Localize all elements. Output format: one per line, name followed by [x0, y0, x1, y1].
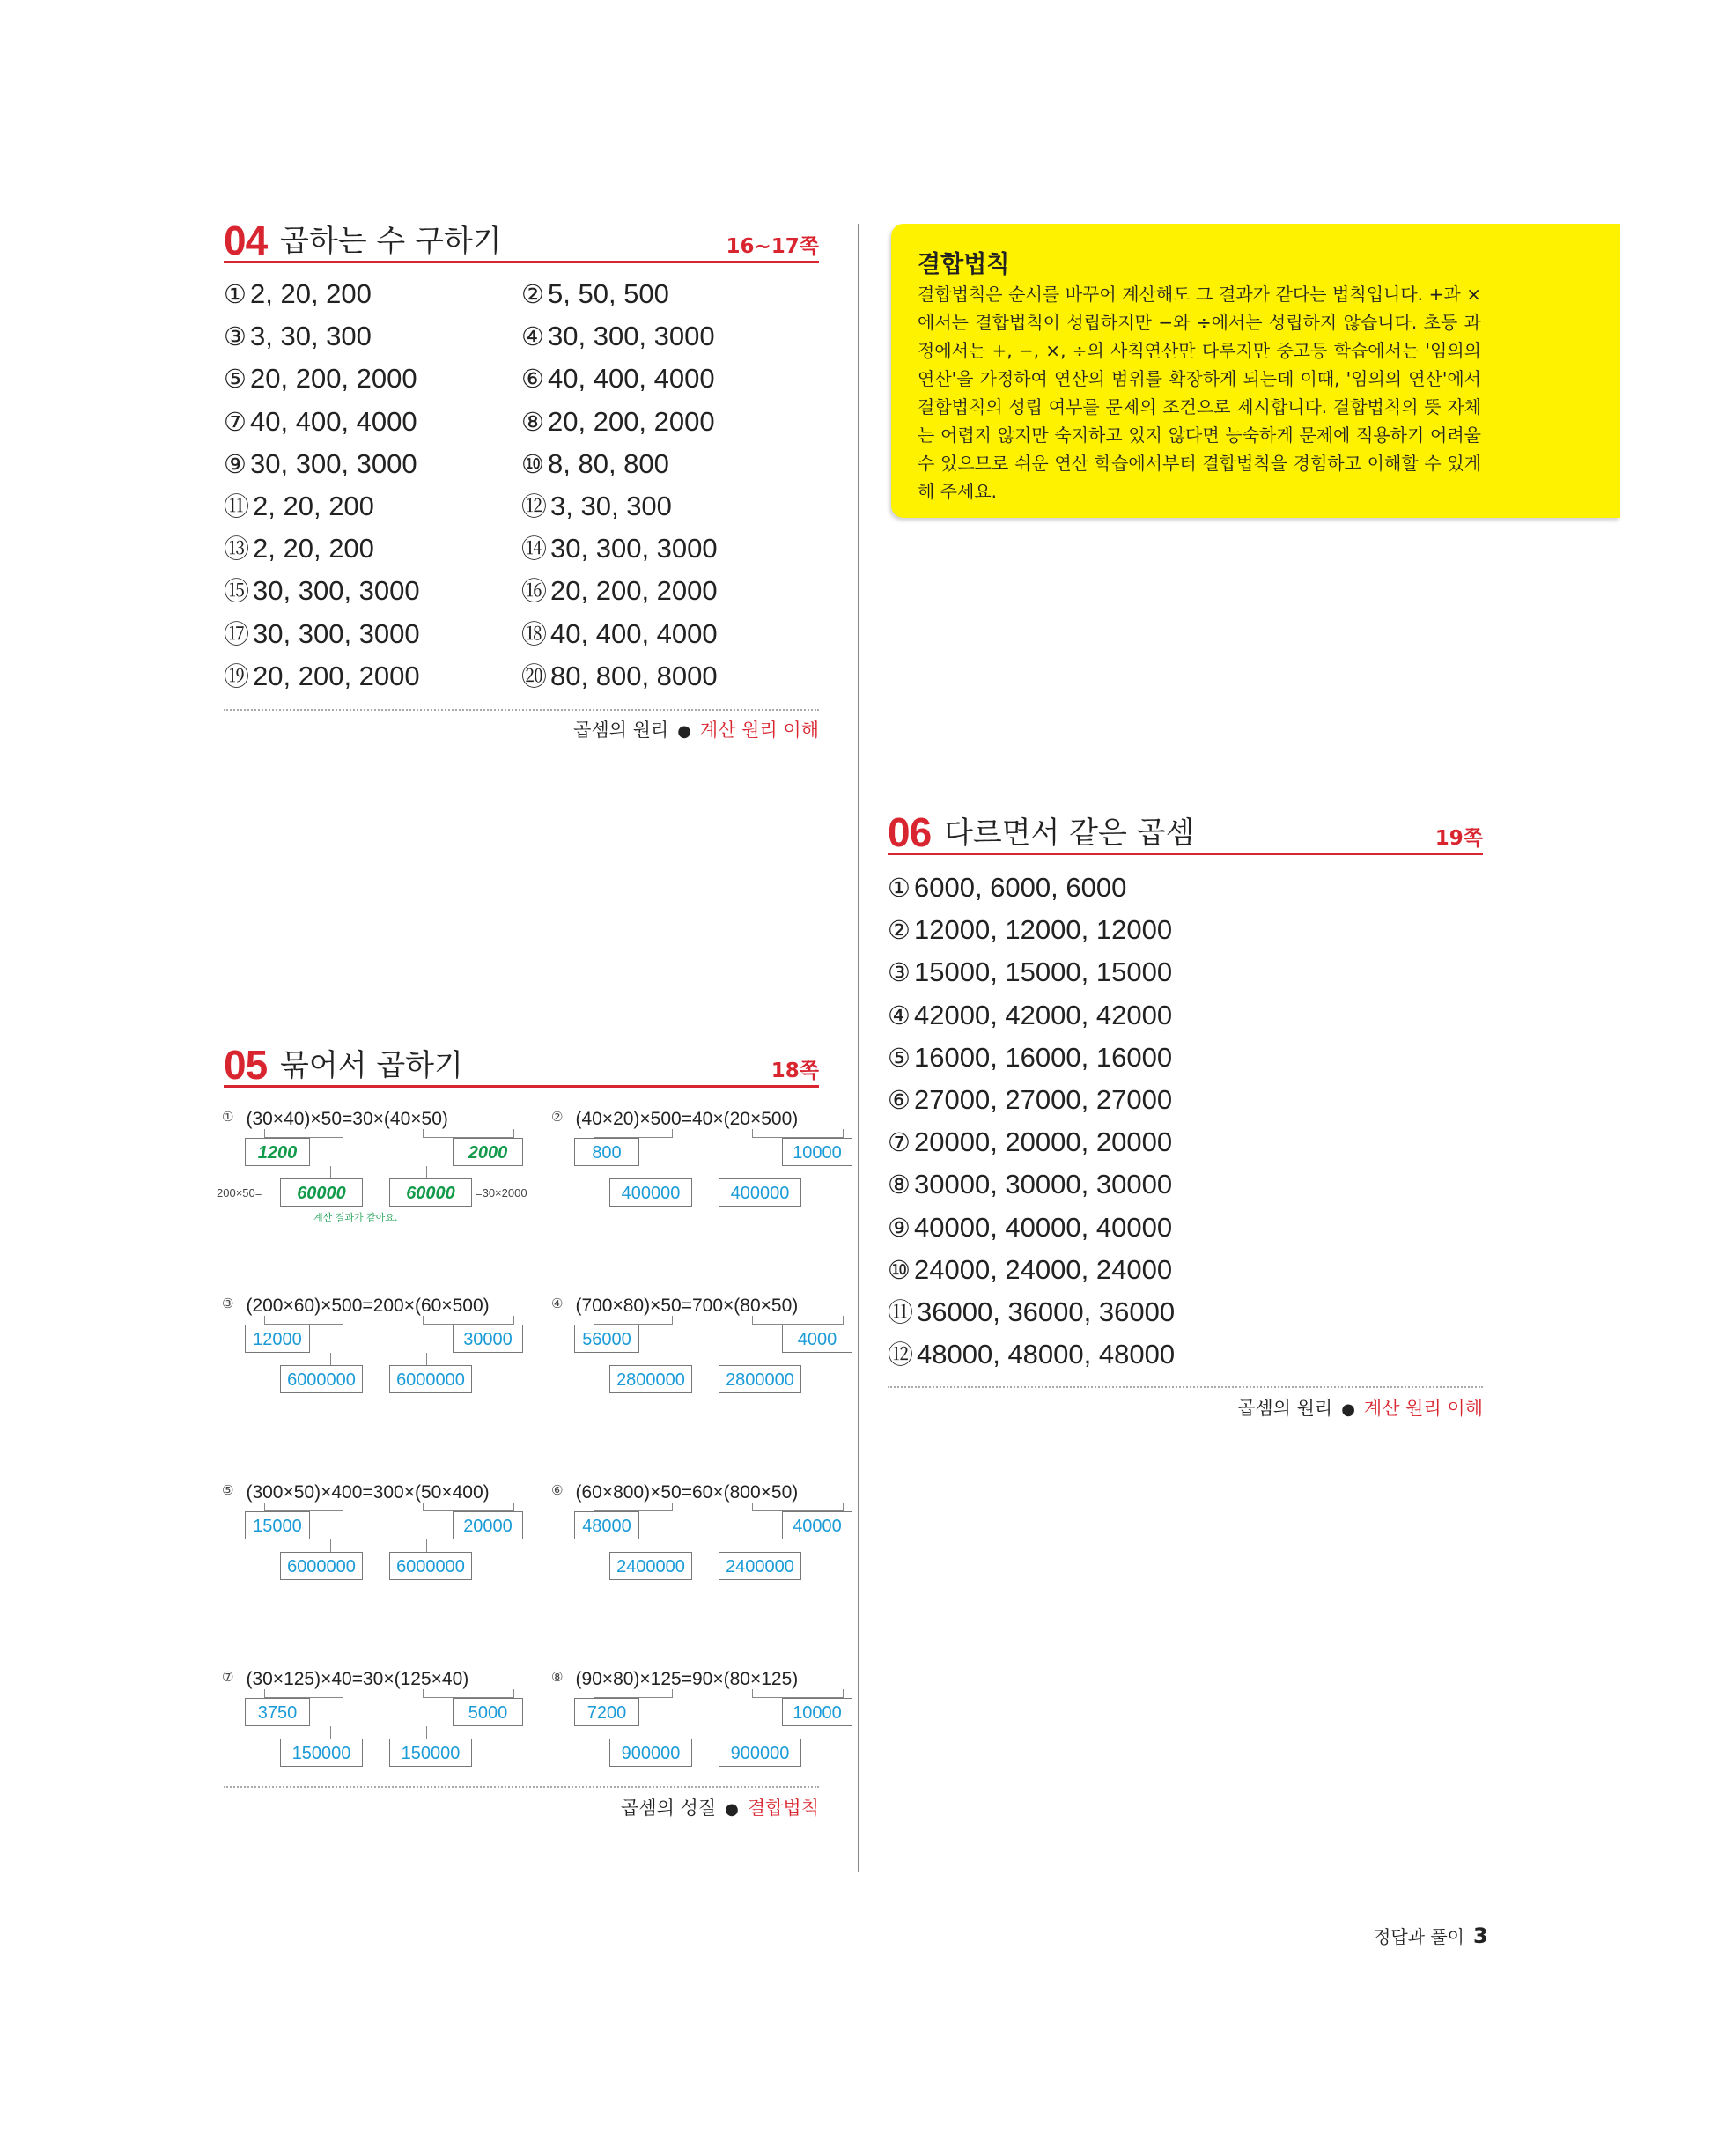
- footer-topic: 곱셈의 원리: [1237, 1398, 1333, 1419]
- answer-item: [521, 661, 718, 692]
- problem-mark: ④: [551, 1296, 564, 1311]
- answer-mark: ⑧: [888, 1170, 911, 1200]
- problem-expression: [222, 1666, 468, 1690]
- problem-expression: [551, 1106, 798, 1130]
- answer-value: 40, 400, 4000: [250, 405, 417, 437]
- answer-mark: ⑤: [888, 1042, 911, 1073]
- bracket-line: [752, 1316, 844, 1325]
- section-05-header: [224, 1039, 819, 1088]
- answer-item: [888, 1126, 1172, 1158]
- answer-item: [224, 533, 374, 565]
- footer-topic: 곱셈의 원리: [573, 720, 669, 741]
- section-04-footer: [573, 719, 819, 743]
- bracket-line: [264, 1316, 343, 1325]
- answer-mark: ⑩: [888, 1254, 911, 1285]
- answer-value: 20, 200, 2000: [250, 363, 417, 395]
- section-05-number: 05: [224, 1042, 268, 1088]
- section-06-divider: [888, 1386, 1483, 1388]
- answer-mark: ⑤: [224, 364, 247, 395]
- answer-item: [888, 1084, 1172, 1116]
- answer-mark: ⑫: [521, 491, 548, 521]
- result-box-left: 400000: [609, 1178, 692, 1207]
- answer-value: 30, 300, 3000: [550, 533, 718, 565]
- bracket-line: [423, 1503, 514, 1511]
- section-06-header: [888, 807, 1483, 855]
- problem-expression-text: (60×800)×50=60×(800×50): [575, 1482, 799, 1503]
- result-box-right: 150000: [389, 1739, 472, 1767]
- answer-item: [224, 406, 417, 438]
- answer-item: [224, 448, 417, 480]
- section-04-title: 곱하는 수 구하기: [280, 224, 502, 259]
- associative-law-note: [891, 224, 1620, 518]
- answer-mark: ⑪: [224, 491, 250, 521]
- answer-box-right: 4000: [782, 1325, 852, 1353]
- answer-value: 36000, 36000, 36000: [917, 1296, 1176, 1327]
- answer-box-right: 40000: [782, 1511, 852, 1539]
- bracket-line: [752, 1503, 844, 1511]
- answer-value: 24000, 24000, 24000: [914, 1253, 1173, 1285]
- answer-value: 42000, 42000, 42000: [914, 999, 1173, 1030]
- answer-value: 30, 300, 3000: [548, 321, 715, 352]
- section-05-footer: [621, 1797, 819, 1821]
- answer-mark: ⑨: [888, 1212, 911, 1243]
- section-04-number: 04: [224, 218, 268, 263]
- answer-value: 27000, 27000, 27000: [914, 1084, 1173, 1115]
- problem-expression-text: (200×60)×500=200×(60×500): [246, 1296, 490, 1316]
- answer-value: 40, 400, 4000: [550, 617, 718, 649]
- note-body: 결합법칙은 순서를 바꾸어 계산해도 그 결과가 같다는 법칙입니다. +과 ×에서는 결합법칙이 성립하지만 −와 ÷에서는 성립하지 않습니다. 초등 과정에서는 +, −, ×, ÷의 사칙연산만 다루지만 중고등 학습에서는 '임의의 연산'을 가정하여 연산의 범위를 확장하게 되는데 이때, '임의의 연산'에서 결합법칙의 성립 여부를 문제의 조건으로 제시합니다. 결합법칙의 뜻 자체는 어렵지 않지만 숙지하고 있지 않다면 능숙하게 문제에 적용하기 어려울 수 있으므로 쉬운 연산 학습에서부터 결합법칙을 경험하고 이해할 수 있게 해 주세요.: [918, 284, 1481, 502]
- problem-mark: ⑥: [551, 1482, 564, 1498]
- answer-item: [521, 448, 669, 480]
- problem-mark: ③: [222, 1296, 234, 1311]
- answer-box-right: 5000: [453, 1698, 523, 1726]
- answer-item: [888, 872, 1126, 904]
- answer-item: [224, 491, 374, 522]
- bracket-line: [594, 1129, 673, 1138]
- page-footer-label: 정답과 풀이: [1374, 1926, 1464, 1947]
- answer-value: 3, 30, 300: [550, 491, 672, 521]
- answer-mark: ⑱: [521, 618, 548, 649]
- handwritten-note: 계산 결과가 같아요.: [313, 1212, 398, 1223]
- answer-value: 8, 80, 800: [548, 447, 669, 479]
- result-box-left: 60000: [280, 1178, 363, 1207]
- answer-mark: ⑧: [521, 406, 544, 437]
- answer-value: 80, 800, 8000: [550, 660, 718, 691]
- answer-box-left: 56000: [574, 1325, 639, 1353]
- answer-box-left: 48000: [574, 1511, 639, 1539]
- answer-item: [888, 956, 1172, 988]
- answer-box-left: 3750: [245, 1698, 310, 1726]
- result-box-left: 900000: [609, 1739, 692, 1767]
- answer-box-right: 30000: [453, 1325, 523, 1353]
- answer-item: [888, 914, 1172, 946]
- answer-mark: ⑭: [521, 534, 548, 565]
- answer-item: [224, 278, 372, 310]
- result-box-right: 6000000: [389, 1365, 472, 1393]
- problem-expression: [551, 1480, 798, 1503]
- bracket-line: [264, 1689, 343, 1698]
- column-divider: [858, 224, 859, 1872]
- answer-value: 20000, 20000, 20000: [914, 1126, 1173, 1158]
- answer-box-right: 2000: [453, 1138, 523, 1166]
- answer-mark: ④: [888, 1000, 911, 1030]
- answer-mark: ⑥: [888, 1085, 911, 1115]
- answer-item: [521, 491, 672, 522]
- worked-suffix: =30×2000: [476, 1186, 527, 1200]
- bracket-line: [264, 1129, 343, 1138]
- answer-mark: ①: [888, 873, 911, 903]
- section-06-footer: [1237, 1397, 1483, 1421]
- answer-value: 3, 30, 300: [250, 321, 372, 352]
- worked-prefix: 200×50=: [217, 1186, 262, 1200]
- problem-expression: [551, 1293, 798, 1317]
- answer-mark: ⑦: [888, 1127, 911, 1158]
- answer-mark: ⑳: [521, 661, 548, 691]
- answer-mark: ②: [521, 279, 544, 309]
- answer-item: [224, 363, 417, 395]
- answer-mark: ④: [521, 321, 544, 352]
- answer-box-left: 1200: [245, 1138, 310, 1166]
- problem-expression: [222, 1480, 490, 1503]
- answer-item: [888, 1169, 1172, 1200]
- page-footer: [1374, 1923, 1488, 1948]
- section-04-header: [224, 215, 819, 263]
- problem-mark: ①: [222, 1109, 234, 1125]
- answer-item: [224, 321, 372, 352]
- problem-mark: ⑦: [222, 1669, 234, 1685]
- section-05-divider: [224, 1786, 819, 1788]
- problem-expression: [222, 1106, 448, 1130]
- footer-skill: 결합법칙: [747, 1798, 819, 1819]
- answer-value: 40, 400, 4000: [548, 363, 715, 395]
- answer-box-left: 800: [574, 1138, 639, 1166]
- footer-skill: 계산 원리 이해: [699, 720, 819, 741]
- answer-item: [521, 278, 669, 310]
- answer-item: [521, 363, 715, 395]
- result-box-right: 6000000: [389, 1552, 472, 1580]
- answer-box-left: 12000: [245, 1325, 310, 1353]
- answer-item: [888, 1212, 1172, 1244]
- answer-value: 20, 200, 2000: [253, 660, 420, 691]
- result-box-right: 900000: [719, 1739, 801, 1767]
- section-04-pages: 16~17쪽: [726, 235, 819, 258]
- answer-value: 30, 300, 3000: [250, 447, 417, 479]
- answer-value: 40000, 40000, 40000: [914, 1211, 1173, 1243]
- answer-mark: ⑥: [521, 364, 544, 395]
- answer-item: [521, 575, 718, 607]
- bracket-line: [594, 1316, 673, 1325]
- result-box-right: 60000: [389, 1178, 472, 1207]
- section-05-title: 묶어서 곱하기: [280, 1048, 463, 1083]
- result-box-left: 150000: [280, 1739, 363, 1767]
- answer-item: [224, 575, 420, 607]
- problem-expression: [222, 1293, 490, 1317]
- result-box-right: 400000: [719, 1178, 801, 1207]
- answer-value: 2, 20, 200: [250, 278, 372, 309]
- footer-skill: 계산 원리 이해: [1363, 1398, 1483, 1419]
- result-box-left: 2400000: [609, 1552, 692, 1580]
- answer-mark: ⑦: [224, 406, 247, 437]
- section-06-title: 다르면서 같은 곱셈: [944, 816, 1195, 851]
- answer-mark: ①: [224, 279, 247, 309]
- section-06-number: 06: [888, 809, 932, 855]
- answer-mark: ⑮: [224, 576, 250, 607]
- answer-value: 30, 300, 3000: [253, 617, 420, 649]
- result-box-left: 6000000: [280, 1552, 363, 1580]
- answer-mark: ⑩: [521, 448, 544, 479]
- answer-value: 15000, 15000, 15000: [914, 956, 1173, 988]
- answer-value: 30000, 30000, 30000: [914, 1169, 1173, 1200]
- bracket-line: [752, 1129, 844, 1138]
- answer-item: [224, 661, 420, 692]
- problem-expression: [551, 1666, 798, 1690]
- bracket-line: [594, 1503, 673, 1511]
- answer-mark: ③: [888, 957, 911, 988]
- answer-item: [521, 406, 715, 438]
- answer-box-right: 10000: [782, 1138, 852, 1166]
- answer-box-left: 15000: [245, 1511, 310, 1539]
- answer-value: 16000, 16000, 16000: [914, 1041, 1173, 1073]
- problem-expression-text: (700×80)×50=700×(80×50): [575, 1296, 799, 1316]
- result-box-left: 6000000: [280, 1365, 363, 1393]
- problem-expression-text: (30×125)×40=30×(125×40): [246, 1669, 469, 1689]
- answer-mark: ⑯: [521, 576, 548, 607]
- answer-item: [521, 321, 715, 352]
- result-box-right: 2800000: [719, 1365, 801, 1393]
- answer-mark: ⑬: [224, 534, 250, 565]
- answer-mark: ⑲: [224, 661, 250, 691]
- bullet-icon: ●: [725, 1800, 739, 1819]
- answer-item: [888, 1254, 1172, 1286]
- answer-box-right: 10000: [782, 1698, 852, 1726]
- answer-value: 20, 200, 2000: [550, 575, 718, 607]
- answer-value: 20, 200, 2000: [548, 405, 715, 437]
- answer-item: [888, 1000, 1172, 1031]
- answer-item: [888, 1296, 1175, 1328]
- answer-value: 2, 20, 200: [253, 491, 374, 521]
- answer-box-right: 20000: [453, 1511, 523, 1539]
- page-number: 3: [1472, 1923, 1488, 1948]
- problem-mark: ⑤: [222, 1482, 234, 1498]
- answer-item: [224, 618, 420, 650]
- bracket-line: [423, 1689, 514, 1698]
- problem-mark: ⑧: [551, 1669, 564, 1685]
- answer-mark: ③: [224, 321, 247, 352]
- result-box-left: 2800000: [609, 1365, 692, 1393]
- answer-value: 30, 300, 3000: [253, 575, 420, 607]
- answer-item: [888, 1042, 1172, 1074]
- answer-mark: ⑨: [224, 448, 247, 479]
- section-04-divider: [224, 709, 819, 711]
- answer-item: [521, 533, 718, 565]
- result-box-right: 2400000: [719, 1552, 801, 1580]
- problem-expression-text: (90×80)×125=90×(80×125): [575, 1669, 799, 1689]
- answer-value: 6000, 6000, 6000: [914, 872, 1127, 903]
- note-title: 결합법칙: [918, 251, 1010, 278]
- bracket-line: [752, 1689, 844, 1698]
- problem-expression-text: (300×50)×400=300×(50×400): [246, 1482, 490, 1503]
- bracket-line: [594, 1689, 673, 1698]
- section-05-pages: 18쪽: [771, 1060, 819, 1082]
- answer-value: 48000, 48000, 48000: [917, 1339, 1176, 1370]
- answer-item: [888, 1339, 1175, 1370]
- problem-expression-text: (40×20)×500=40×(20×500): [575, 1109, 799, 1129]
- answer-value: 12000, 12000, 12000: [914, 914, 1173, 946]
- answer-mark: ⑪: [888, 1297, 914, 1327]
- answer-value: 5, 50, 500: [548, 278, 669, 309]
- answer-mark: ②: [888, 915, 911, 946]
- footer-topic: 곱셈의 성질: [621, 1798, 717, 1819]
- bullet-icon: ●: [1341, 1400, 1355, 1419]
- problem-expression-text: (30×40)×50=30×(40×50): [246, 1109, 448, 1129]
- bullet-icon: ●: [677, 722, 691, 741]
- bracket-line: [423, 1316, 514, 1325]
- answer-mark: ⑰: [224, 618, 250, 649]
- bracket-line: [264, 1503, 343, 1511]
- problem-mark: ②: [551, 1109, 564, 1125]
- answer-box-left: 7200: [574, 1698, 639, 1726]
- answer-value: 2, 20, 200: [253, 533, 374, 565]
- section-06-pages: 19쪽: [1434, 827, 1483, 850]
- answer-mark: ⑫: [888, 1340, 914, 1370]
- bracket-line: [423, 1129, 514, 1138]
- answer-item: [521, 618, 718, 650]
